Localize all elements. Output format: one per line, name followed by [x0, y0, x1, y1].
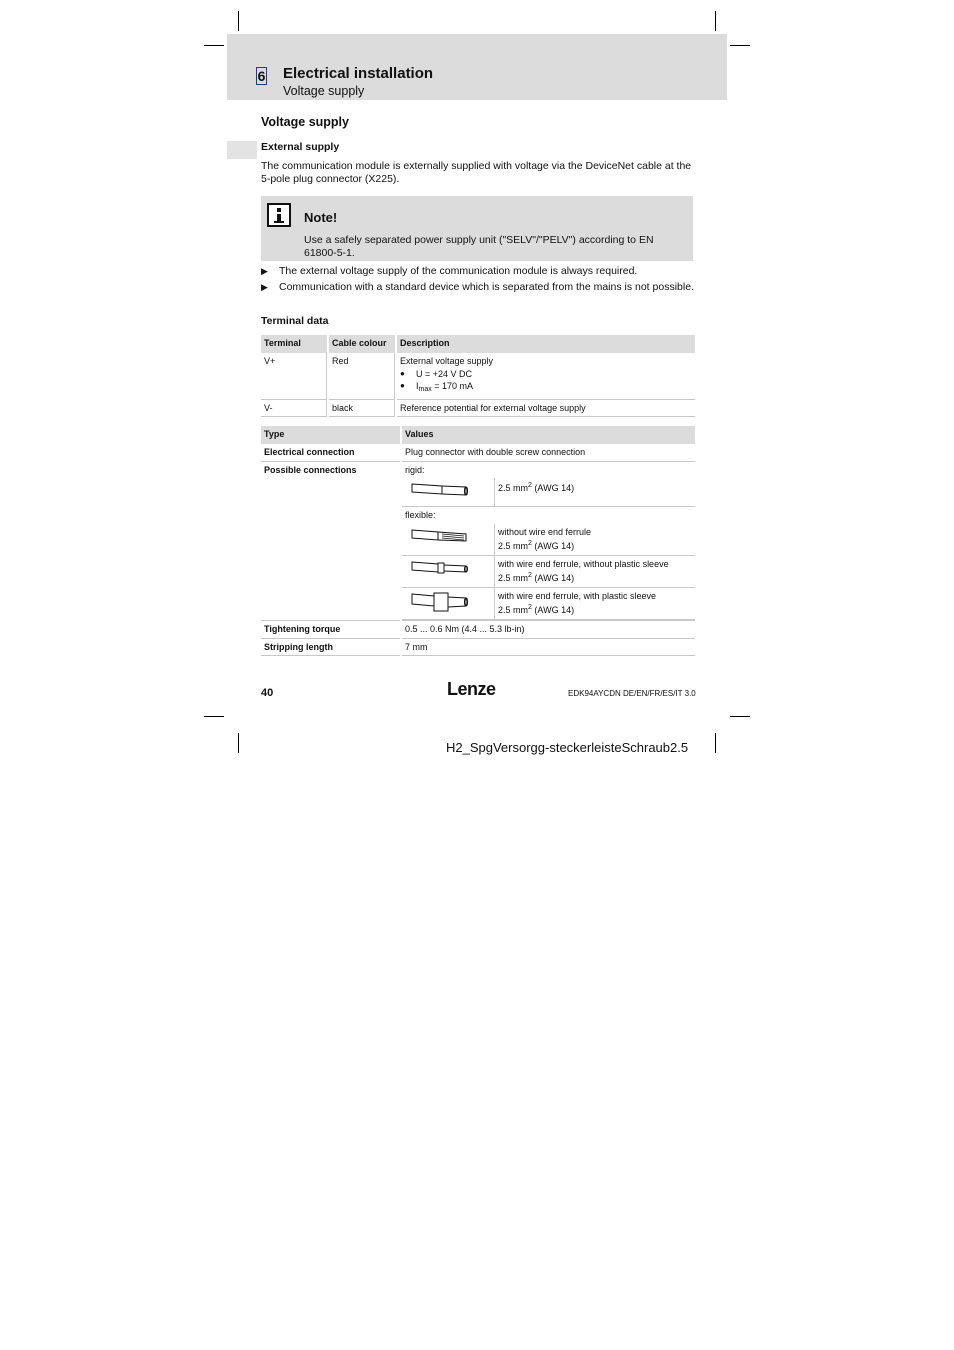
bullet-dot-icon: ● — [400, 368, 405, 378]
document-id: EDK94AYCDN DE/EN/FR/ES/IT 3.0 — [568, 689, 696, 698]
table-header: Terminal — [261, 335, 327, 353]
table-header: Cable colour — [329, 335, 395, 353]
page-number: 40 — [261, 687, 274, 699]
crop-mark — [238, 11, 239, 31]
stranded-wire-icon — [408, 526, 470, 546]
table-row: Electrical connection Plug connector with double screw connection — [261, 444, 695, 462]
chapter-title: Electrical installation — [283, 65, 434, 82]
terminal-data-heading: Terminal data — [261, 315, 329, 327]
list-item: ▶ Communication with a standard device which is separated from the mains is not possible. — [261, 280, 694, 293]
source-file-label: H2_SpgVersorgg-steckerleisteSchraub2.5 — [446, 740, 689, 755]
arrow-bullet-icon: ▶ — [261, 281, 268, 292]
chapter-number-link[interactable]: 6 — [257, 68, 266, 84]
subsection-title: External supply — [261, 141, 340, 153]
connections-subtable: rigid: 2.5 $mm^2$ (AWG 14) flexible: without wire end ferrule 2.5 $mm^2$ (AWG 14) with wire end ferrule, without plastic sleeve 2.5 $mm^2$ (AWG 14) with wire end ferrule, with plastic sleeve 2.5 $mm^2$ (AWG 14) — [402, 462, 695, 621]
crop-mark — [730, 45, 750, 46]
lenze-logo: Lenze — [447, 679, 496, 699]
table-row: Stripping length 7 mm — [261, 639, 695, 657]
crop-mark — [238, 733, 239, 753]
table-row: V+ Red External voltage supply ● U = +24 V DC ● $I_{max} = 170$ mA — [261, 353, 695, 400]
terminal-table — [259, 335, 697, 417]
table-row: 2.5 $mm^2$ (AWG 14) — [402, 478, 695, 507]
info-icon — [267, 203, 291, 227]
note-box — [261, 196, 693, 261]
bullet-dot-icon: ● — [400, 381, 405, 390]
section-title: Voltage supply — [261, 115, 349, 129]
chapter-subtitle: Voltage supply — [283, 84, 365, 98]
table-row: without wire end ferrule 2.5 $mm^2$ (AWG 14) — [402, 524, 695, 556]
rigid-wire-icon — [408, 480, 470, 500]
margin-marker — [227, 141, 257, 159]
crop-mark — [204, 45, 224, 46]
table-row: with wire end ferrule, without plastic sleeve 2.5 $mm^2$ (AWG 14) — [402, 556, 695, 588]
note-text: Use a safely separated power supply unit ("SELV"/"PELV") according to EN 61800-5-1. — [304, 234, 654, 259]
crop-mark — [730, 716, 750, 717]
ferrule-wire-icon — [408, 558, 470, 580]
table-row: V- black Reference potential for external voltage supply — [261, 400, 695, 418]
table-row: Tightening torque 0.5 ... 0.6 Nm (4.4 ... 5.3 lb-in) — [261, 621, 695, 639]
table-row: Possible connections rigid: 2.5 $mm^2$ (AWG 14) flexible: without wire end ferrule 2.5 $mm^2$ (AWG 14) with wire end ferrule, without plastic sleeve 2.5 $mm^2$ (AWG 14) with wire end ferrule, with plastic sleeve 2.5 $mm^2$ (AWG 14) — [261, 462, 695, 622]
table-header: Type — [261, 426, 400, 444]
table-header: Description — [397, 335, 695, 353]
specs-table — [259, 426, 697, 656]
note-title: Note! — [304, 210, 338, 225]
table-row: with wire end ferrule, with plastic sleeve 2.5 $mm^2$ (AWG 14) — [402, 588, 695, 621]
list-item: ● $I_{max} = 170$ mA — [400, 380, 692, 397]
bullet-list — [261, 265, 697, 296]
crop-mark — [715, 733, 716, 753]
intro-paragraph: The communication module is externally supplied with voltage via the DeviceNet cable at the 5-pole plug connector (X225). — [261, 160, 692, 185]
table-header: Values — [402, 426, 695, 444]
crop-mark — [715, 11, 716, 31]
arrow-bullet-icon: ▶ — [261, 266, 268, 276]
list-item: ▶ The external voltage supply of the communication module is always required. — [261, 265, 638, 277]
ferrule-sleeve-wire-icon — [408, 590, 470, 614]
crop-mark — [204, 716, 224, 717]
list-item: ● U = +24 V DC — [400, 368, 473, 379]
